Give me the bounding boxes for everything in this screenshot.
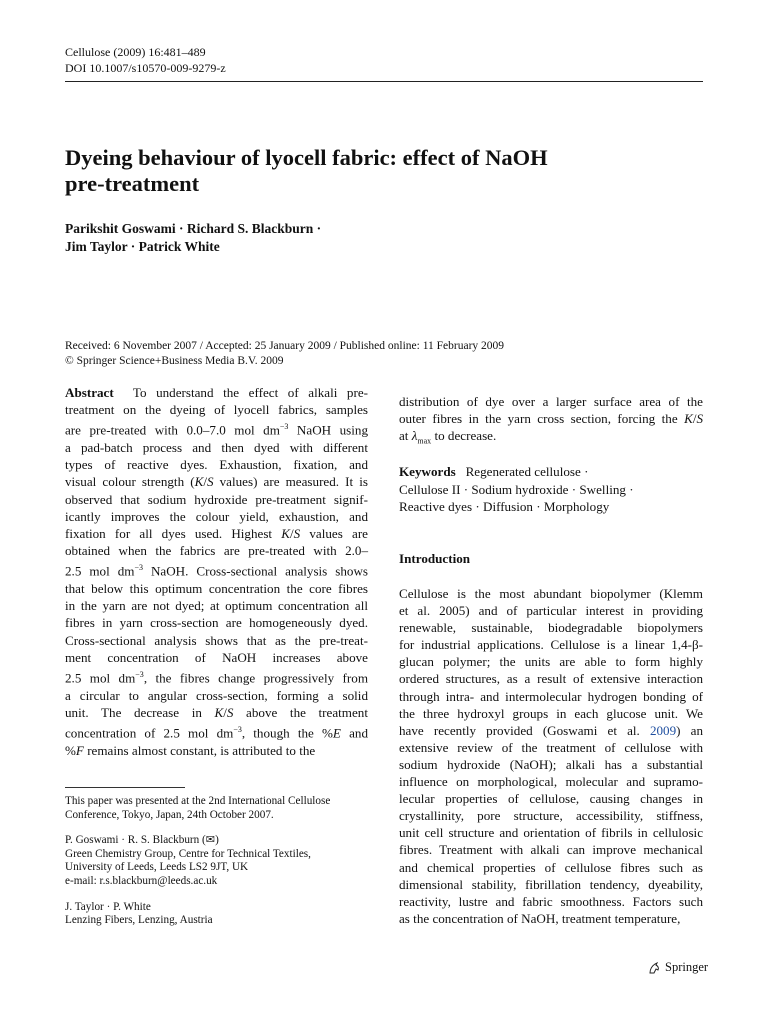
copyright-line: © Springer Science+Business Media B.V. 2009 <box>65 355 284 367</box>
footnote-conference <box>65 795 375 822</box>
abstract <box>65 384 368 759</box>
author-line: Parikshit Goswami · Richard S. Blackburn · <box>65 221 322 236</box>
text-line: concentration of 2.5 mol $dm^{-3}$, though the %E and <box>65 724 368 741</box>
text-line: at $\lambda_{max}$ to decrease. <box>399 428 497 447</box>
text-line: Abstract To understand the effect of alkali pre- <box>65 385 368 400</box>
text-line: reactivity, lustre and fabric smoothness. Factors such <box>399 893 703 909</box>
header-rule <box>65 81 703 82</box>
author-line: Jim Taylor · Patrick White <box>65 239 220 254</box>
text-line: glucan polymer; the units are able to form highly <box>399 654 703 670</box>
journal-citation <box>65 44 226 76</box>
footnotes <box>65 795 375 940</box>
text-line: obtained when the fabrics are pre-treated with 2.0– <box>65 543 368 559</box>
text-line: fibres. Treatment with alkali can improve mechanical <box>399 842 703 858</box>
text-line: crystallinity, pore structure, accessibility, stiffness, <box>399 808 703 824</box>
text-line: in the yarn are not dyed; at optimum concentration all <box>65 598 368 614</box>
text-line: unit. The decrease in K/S above the treatment <box>65 704 368 720</box>
text-line: for industrial applications. Cellulose is a linear 1,4-β- <box>399 637 703 653</box>
title-line: Dyeing behaviour of lyocell fabric: effect of NaOH <box>65 145 548 170</box>
text-line: extensive review of the treatment of cellulose with <box>399 739 703 755</box>
text-line: dimensional stability, fibrillation tendency, dyeability, <box>399 876 703 892</box>
text-line: fixation for all dyes used. Highest K/S values are <box>65 525 368 541</box>
text-line: icantly improves the colour yield, exhaustion, and <box>65 508 368 524</box>
introduction-heading: Introduction <box>399 551 471 566</box>
text-line: renewable, sustainable, biodegradable biopolymers <box>399 620 703 636</box>
text-line: and chemical properties of cellulose fibres such as <box>399 859 703 875</box>
text-line: 2.5 mol $dm^{-3}$ NaOH. Cross-sectional analysis shows <box>65 563 368 579</box>
introduction-body <box>399 585 703 927</box>
text-line: ordered structures, as a result of extensive interaction <box>399 671 703 687</box>
text-line: visual colour strength (K/S values) are measured. It is <box>65 474 369 490</box>
abstract-heading: Abstract <box>65 385 114 400</box>
footnote-affiliation2 <box>65 901 375 928</box>
history-line: Received: 6 November 2007 / Accepted: 25 January 2009 / Published online: 11 February 2009 <box>65 340 505 352</box>
text-line: have recently provided (Goswami et al. 2009) an <box>399 722 703 738</box>
keyword-line: Reactive dyes · Diffusion · Morphology <box>399 499 610 515</box>
paper-title <box>65 145 685 197</box>
footnote-affiliation1 <box>65 834 375 888</box>
springer-horse-icon <box>647 961 661 975</box>
title-line: pre-treatment <box>65 171 200 196</box>
publication-history <box>65 339 504 369</box>
doi-line[interactable]: DOI 10.1007/s10570-009-9279-z <box>65 61 226 75</box>
text-line: a pad-batch process and then dyed with different <box>65 439 368 455</box>
text-line: are pre-treated with 0.0–7.0 mol $dm^{-3}$ NaOH using <box>65 422 368 438</box>
citation-line: Cellulose (2009) 16:481–489 <box>65 45 206 59</box>
text-line: ment concentration of NaOH increases above <box>65 649 368 665</box>
text-line: influence on morphological, molecular and supramo- <box>399 774 703 790</box>
text-line: Cross-sectional analysis shows that as the pre-treat- <box>65 632 368 648</box>
keywords <box>399 463 703 516</box>
abstract-continued <box>399 393 703 450</box>
footnote-line: Conference, Tokyo, Japan, 24th October 2007. <box>65 808 274 821</box>
text-line: observed that sodium hydroxide pre-treatment signif- <box>65 491 368 507</box>
footnote-line: J. Taylor · P. White <box>65 900 151 913</box>
publisher-name: Springer <box>665 960 709 974</box>
keyword-line: Cellulose II · Sodium hydroxide · Swelling · <box>399 481 634 497</box>
text-line: unit cell structure and orientation of fibrils in cellulosic <box>399 825 703 841</box>
footnote-line: University of Leeds, Leeds LS2 9JT, UK <box>65 861 249 874</box>
text-line: as the concentration of NaOH, treatment temperature, <box>399 910 681 926</box>
text-line: fibres in yarn cross-section are homogeneously dyed. <box>65 615 368 631</box>
publisher-mark <box>647 960 708 975</box>
footnote-rule <box>65 787 185 788</box>
text-line: outer fibres in the yarn cross section, forcing the K/S <box>399 411 703 427</box>
keyword-line: Keywords Regenerated cellulose · <box>399 464 589 479</box>
text-line: 2.5 mol $dm^{-3}$, the fibres change progressively from <box>65 669 369 686</box>
text-line: through intra- and intermolecular hydrogen bonding of <box>399 688 703 704</box>
footnote-line: This paper was presented at the 2nd International Cellulose <box>65 795 331 807</box>
text-line: %F remains almost constant, is attributed to the <box>65 742 316 758</box>
text-line: et al. 2005) and of particular interest in providing <box>399 603 703 619</box>
text-line: a circular to angular cross-section, forming a solid <box>65 687 368 703</box>
text-line: treatment on the dyeing of lyocell fabrics, samples <box>65 402 368 418</box>
footnote-line: Lenzing Fibers, Lenzing, Austria <box>65 914 213 927</box>
author-list <box>65 220 321 256</box>
text-line: that below this optimum concentration the core fibres <box>65 580 368 596</box>
text-line: types of reactive dyes. Exhaustion, fixation, and <box>65 457 368 473</box>
footnote-line: P. Goswami · R. S. Blackburn (✉) <box>65 834 219 847</box>
keywords-heading: Keywords <box>399 464 456 479</box>
footnote-line: Green Chemistry Group, Centre for Technical Textiles, <box>65 847 311 860</box>
text-line: distribution of dye over a larger surface area of the <box>399 394 703 409</box>
footnote-line[interactable]: e-mail: r.s.blackburn@leeds.ac.uk <box>65 874 218 887</box>
text-line: the three hydroxyl groups in each glucose unit. We <box>399 705 703 721</box>
text-line: lecular properties of cellulose, causing changes in <box>399 791 703 807</box>
text-line: Cellulose is the most abundant biopolymer (Klemm <box>399 586 703 601</box>
text-line: sodium hydroxide (NaOH); alkali has a substantial <box>399 756 703 772</box>
